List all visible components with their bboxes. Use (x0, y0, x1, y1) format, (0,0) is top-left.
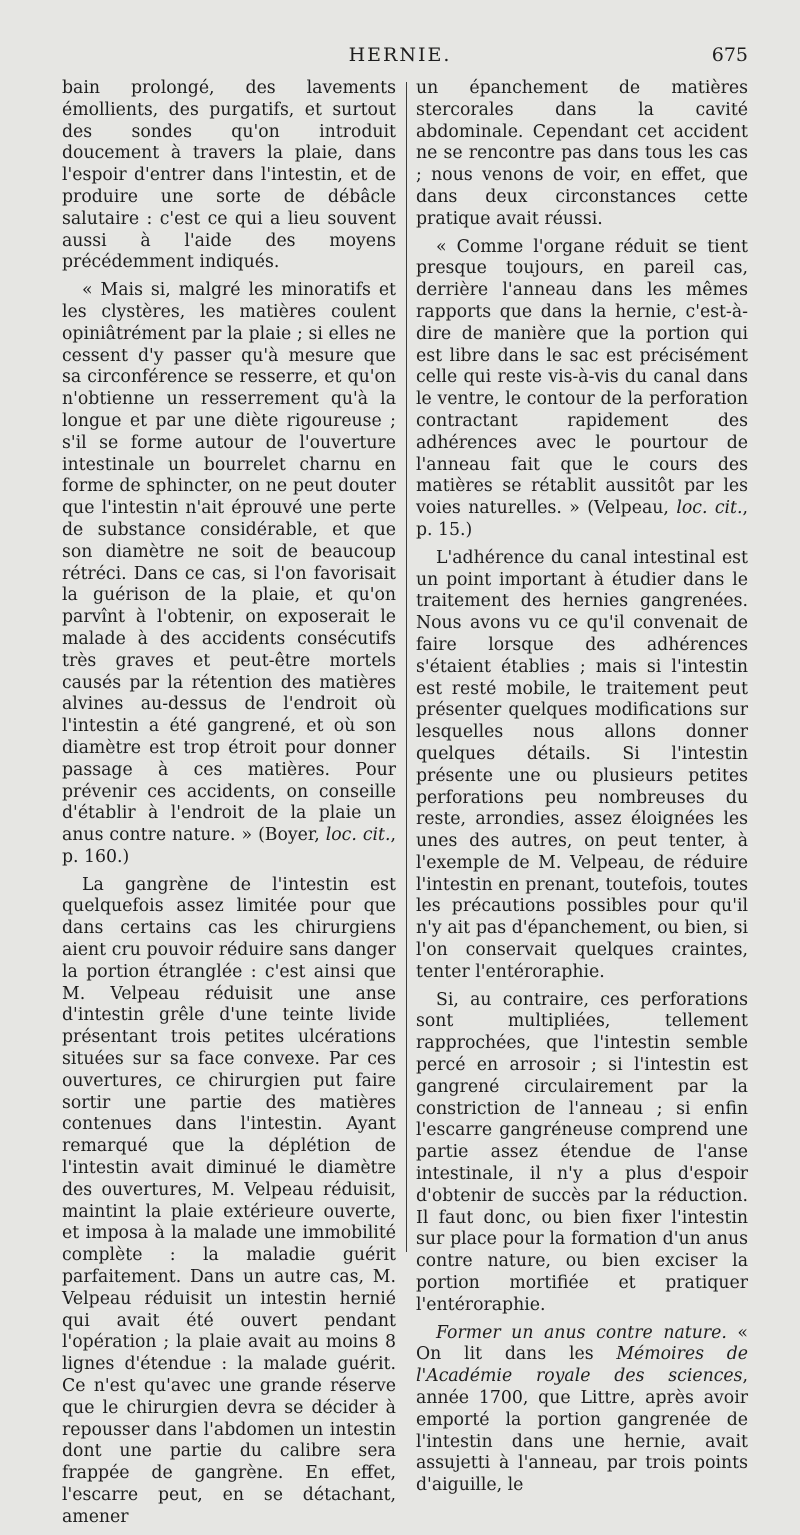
paragraph: Si, au contraire, ces perforations sont multipliées, tellement rapprochées, que l'intestin semble percé en arrosoir ; si l'intestin est gangrené circulairement par la constriction de l'anneau ; si enfin l'escarre gangréneuse comprend une partie assez étendue de l'anse intestinale, il n'y a plus d'espoir d'obtenir de succès par la réduction. Il faut donc, ou bien fixer l'intestin sur place pour la formation d'un anus contre nature, ou bien exciser la portion mortifiée et pratiquer l'entéroraphie. (416, 989, 748, 1315)
paragraph-text: « On lit dans les (416, 1322, 748, 1365)
citation-page: , p. 160.) (62, 825, 396, 867)
page-title: HERNIE. (348, 44, 452, 66)
right-column (416, 78, 748, 1503)
paragraph: un épanchement de matières stercorales dans la cavité abdominale. Cependant cet accident ne se rencontre pas dans tous les cas ; nous venons de voir, en effet, que dans deux circonstances cette pratique avait réussi. (416, 78, 748, 229)
paragraph (62, 280, 396, 869)
paragraph: bain prolongé, des lavements émollients, des purgatifs, et surtout des sondes qu'on introduit doucement à travers la plaie, dans l'espoir d'entrer dans l'intestin, et de produire une sorte de débâcle salutaire : c'est ce qui a lieu souvent aussi à l'aide des moyens précédemment indiqués. (62, 78, 396, 273)
paragraph (416, 237, 748, 542)
section-heading: Former un anus contre nature. (436, 1322, 727, 1343)
paragraph (416, 1323, 748, 1497)
page-number: 675 (711, 44, 748, 66)
citation: loc. cit. (325, 825, 391, 846)
paragraph: L'adhérence du canal intestinal est un point important à étudier dans le traitement des hernies gangrenées. Nous avons vu ce qu'il convenait de faire lorsque des adhérences s'étaient établies ; mais si l'intestin est resté mobile, le traitement peut présenter quelques modifications sur lesquelles nous allons donner quelques détails. Si l'intestin présente une ou plusieurs petites perforations peu nombreuses du reste, arrondies, assez éloignées les unes des autres, on peut tenter, à l'exemple de M. Velpeau, de réduire l'intestin en prenant, toutefois, toutes les précautions possibles pour qu'il n'y ait pas d'épanchement, ou bien, si l'on conservait quelques craintes, tenter l'entéroraphie. (416, 547, 748, 982)
citation-page: , p. 15.) (416, 498, 748, 540)
work-title: Mémoires de l'Académie royale des sciences (416, 1344, 748, 1387)
paragraph-text: , année 1700, que Littre, après avoir emporté la portion gangrenée de l'intestin dans une hernie, avait assujetti à l'anneau, par trois points d'aiguille, le (416, 1366, 748, 1496)
running-head (0, 44, 800, 74)
left-column (62, 78, 396, 1535)
column-divider (406, 82, 407, 1252)
paragraph-text: « Mais si, malgré les minoratifs et les clystères, les matières coulent opiniâtrément par la plaie ; si elles ne cessent d'y passer qu'à mesure que sa circonférence se resserre, et qu'on n'obtienne un resserrement qu'à la longue et par une diète rigoureuse ; s'il se forme autour de l'ouverture intestinale un bourrelet charnu en forme de sphincter, on ne peut douter que l'intestin n'ait éprouvé une perte de substance considérable, et que son diamètre ne soit de beaucoup rétréci. Dans ce cas, si l'on favorisait la guérison de la plaie, et qu'on parvînt à l'obtenir, on exposerait le malade à des accidents consécutifs très graves et peut-être mortels causés par la rétention des matières alvines au-dessus de l'endroit où l'intestin a été gangrené, et où son diamètre est trop étroit pour donner passage à ces matières. Pour prévenir ces accidents, on conseille d'établir à l'endroit de la plaie un anus contre nature. » (Boyer, (62, 280, 396, 846)
paragraph: La gangrène de l'intestin est quelquefois assez limitée pour que dans certains cas les chirurgiens aient cru pouvoir réduire sans danger la portion étranglée : c'est ainsi que M. Velpeau réduisit une anse d'intestin grêle d'une teinte livide présentant trois petites ulcérations situées sur sa face convexe. Par ces ouvertures, ce chirurgien put faire sortir une partie des matières contenues dans l'intestin. Ayant remarqué que la déplétion de l'intestin avait diminué le diamètre des ouvertures, M. Velpeau réduisit, maintint la plaie extérieure ouverte, et imposa à la malade une immobilité complète : la maladie guérit parfaitement. Dans un autre cas, M. Velpeau réduisit un intestin hernié qui avait été ouvert pendant l'opération ; la plaie avait au moins 8 lignes d'étendue : la malade guérit. Ce n'est qu'avec une grande réserve que le chirurgien devra se décider à repousser dans l'abdomen un intestin dont une partie du calibre sera frappée de gangrène. En effet, l'escarre peut, en se détachant, amener (62, 874, 396, 1527)
paragraph-text: « Comme l'organe réduit se tient presque toujours, en pareil cas, derrière l'anneau dans les mêmes rapports que dans la hernie, c'est-à-dire de manière que la portion qui est libre dans le sac est précisément celle qui reste vis-à-vis du canal dans le ventre, le contour de la perforation contractant rapidement des adhérences avec le pourtour de l'anneau fait que le cours des matières se rétablit aussitôt par les voies naturelles. » (Velpeau, (416, 236, 748, 519)
citation: loc. cit. (676, 498, 743, 519)
